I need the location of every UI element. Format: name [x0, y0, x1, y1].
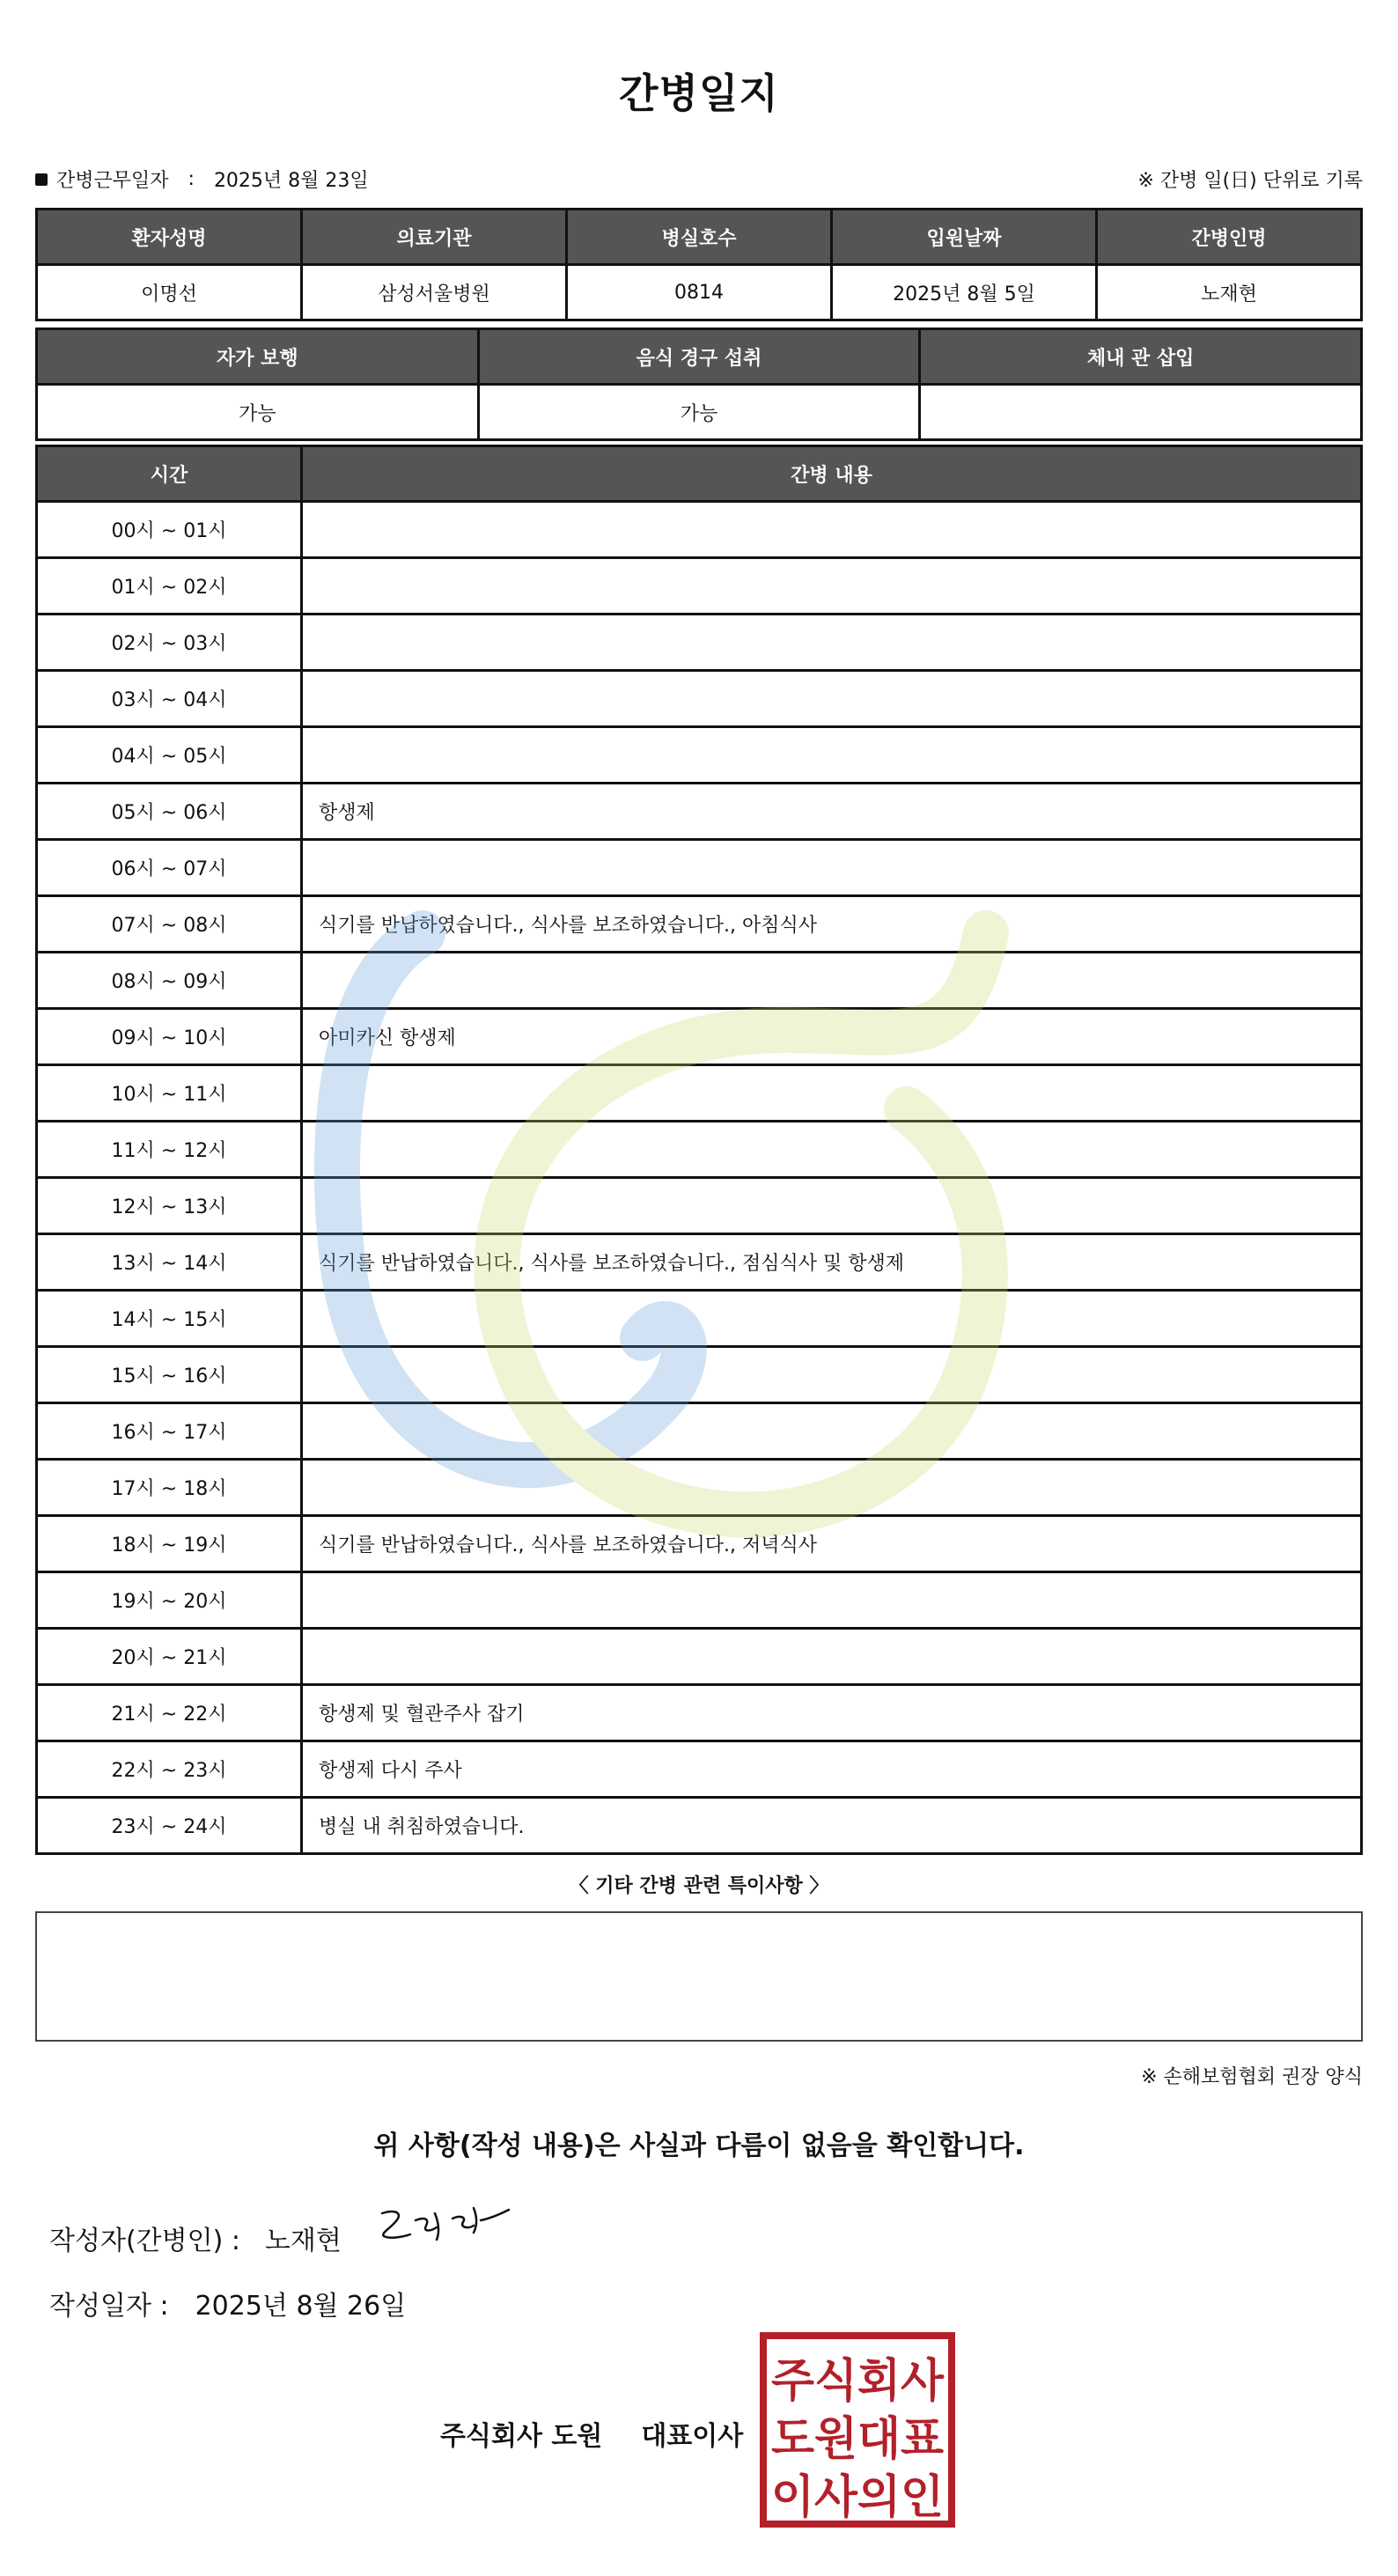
log-row — [37, 896, 1362, 953]
company-seal-stamp — [759, 2331, 956, 2528]
tube-insertion — [920, 385, 1362, 440]
log-content — [302, 840, 1362, 896]
log-row — [37, 784, 1362, 840]
status-value-row — [37, 385, 1362, 440]
top-note: ※ 간병 일(日) 단위로 기록 — [1137, 170, 1363, 192]
log-content — [302, 615, 1362, 671]
writer-line — [49, 2219, 342, 2257]
log-content: 식기를 반납하였습니다., 식사를 보조하였습니다., 저녁식사 — [302, 1516, 1362, 1572]
header-patient-name: 환자성명 — [37, 210, 302, 265]
log-time: 14시 ~ 15시 — [37, 1291, 302, 1347]
log-time: 18시 ~ 19시 — [37, 1516, 302, 1572]
hospital: 삼성서울병원 — [302, 265, 567, 320]
log-row — [37, 558, 1362, 615]
log-row — [37, 1629, 1362, 1685]
header-hospital: 의료기관 — [302, 210, 567, 265]
confirmation-text: 위 사항(작성 내용)은 사실과 다름이 없음을 확인합니다. — [373, 2131, 1025, 2161]
log-time: 08시 ~ 09시 — [37, 953, 302, 1009]
log-row — [37, 1798, 1362, 1854]
header-care-content: 간병 내용 — [302, 446, 1362, 502]
bottom-note: ※ 손해보험협회 권장 양식 — [1141, 2066, 1363, 2088]
seal-line-1: 주식회사 — [771, 2355, 945, 2408]
writer-label: 작성자(간병인) : — [49, 2226, 240, 2256]
patient-name: 이명선 — [37, 265, 302, 320]
log-row — [37, 1065, 1362, 1122]
log-content — [302, 1347, 1362, 1403]
log-row — [37, 1516, 1362, 1572]
header-room-number: 병실호수 — [567, 210, 832, 265]
log-row — [37, 727, 1362, 784]
company-name: 주식회사 도원 — [440, 2421, 603, 2452]
info-value-row — [37, 265, 1362, 320]
patient-info-table — [35, 208, 1363, 321]
log-content: 아미카신 항생제 — [302, 1009, 1362, 1065]
header-tube-insertion: 체내 관 삽입 — [920, 329, 1362, 385]
care-log-table — [35, 445, 1363, 1855]
log-time: 09시 ~ 10시 — [37, 1009, 302, 1065]
log-row — [37, 502, 1362, 558]
log-content: 식기를 반납하였습니다., 식사를 보조하였습니다., 아침식사 — [302, 896, 1362, 953]
log-header-row — [37, 446, 1362, 502]
log-content — [302, 1403, 1362, 1460]
oral-intake: 가능 — [478, 385, 920, 440]
log-content — [302, 558, 1362, 615]
seal-line-2: 도원대표 — [771, 2413, 944, 2466]
log-row — [37, 1234, 1362, 1291]
log-row — [37, 615, 1362, 671]
log-content — [302, 1572, 1362, 1629]
company-representative: 대표이사 — [641, 2421, 744, 2452]
document-title: 간병일지 — [619, 70, 779, 117]
log-content — [302, 502, 1362, 558]
log-content: 식기를 반납하였습니다., 식사를 보조하였습니다., 점심식사 및 항생제 — [302, 1234, 1362, 1291]
write-date-label: 작성일자 : — [49, 2291, 169, 2322]
log-content: 병실 내 취침하였습니다. — [302, 1798, 1362, 1854]
log-time: 12시 ~ 13시 — [37, 1178, 302, 1234]
special-notes-box — [35, 1911, 1363, 2042]
log-time: 19시 ~ 20시 — [37, 1572, 302, 1629]
room-number: 0814 — [567, 265, 832, 320]
log-content — [302, 727, 1362, 784]
log-time: 22시 ~ 23시 — [37, 1741, 302, 1798]
log-time: 16시 ~ 17시 — [37, 1403, 302, 1460]
log-row — [37, 1122, 1362, 1178]
log-row — [37, 1178, 1362, 1234]
log-time: 15시 ~ 16시 — [37, 1347, 302, 1403]
company-line — [440, 2414, 743, 2453]
log-row — [37, 840, 1362, 896]
special-notes-title: 〈 기타 간병 관련 특이사항 〉 — [569, 1875, 829, 1897]
log-row — [37, 1403, 1362, 1460]
seal-line-3: 이사의인 — [771, 2471, 944, 2524]
work-date — [35, 166, 369, 193]
patient-status-table — [35, 328, 1363, 441]
log-content: 항생제 — [302, 784, 1362, 840]
log-content — [302, 1178, 1362, 1234]
header-self-walking: 자가 보행 — [37, 329, 479, 385]
log-time: 07시 ~ 08시 — [37, 896, 302, 953]
handwritten-signature — [375, 2201, 516, 2254]
log-row — [37, 1460, 1362, 1516]
work-date-value: 2025년 8월 23일 — [213, 170, 369, 192]
status-header-row — [37, 329, 1362, 385]
header-oral-intake: 음식 경구 섭취 — [478, 329, 920, 385]
log-content — [302, 1291, 1362, 1347]
log-content: 항생제 및 혈관주사 잡기 — [302, 1685, 1362, 1741]
work-date-separator: : — [188, 168, 195, 190]
log-row — [37, 953, 1362, 1009]
log-time: 13시 ~ 14시 — [37, 1234, 302, 1291]
log-content — [302, 1122, 1362, 1178]
log-time: 21시 ~ 22시 — [37, 1685, 302, 1741]
write-date-value: 2025년 8월 26일 — [195, 2291, 407, 2322]
log-time: 05시 ~ 06시 — [37, 784, 302, 840]
info-header-row — [37, 210, 1362, 265]
log-time: 06시 ~ 07시 — [37, 840, 302, 896]
log-content — [302, 953, 1362, 1009]
work-date-label: 간병근무일자 — [56, 170, 169, 192]
log-content — [302, 1629, 1362, 1685]
log-row — [37, 1685, 1362, 1741]
log-row — [37, 1291, 1362, 1347]
header-admission-date: 입원날짜 — [832, 210, 1097, 265]
log-time: 02시 ~ 03시 — [37, 615, 302, 671]
log-row — [37, 1572, 1362, 1629]
log-time: 11시 ~ 12시 — [37, 1122, 302, 1178]
log-time: 10시 ~ 11시 — [37, 1065, 302, 1122]
log-time: 04시 ~ 05시 — [37, 727, 302, 784]
log-row — [37, 1009, 1362, 1065]
write-date-line — [49, 2284, 406, 2322]
log-row — [37, 1347, 1362, 1403]
log-time: 03시 ~ 04시 — [37, 671, 302, 727]
caregiver-name: 노재현 — [1097, 265, 1362, 320]
log-content: 항생제 다시 주사 — [302, 1741, 1362, 1798]
log-time: 17시 ~ 18시 — [37, 1460, 302, 1516]
admission-date: 2025년 8월 5일 — [832, 265, 1097, 320]
log-time: 20시 ~ 21시 — [37, 1629, 302, 1685]
log-content — [302, 1065, 1362, 1122]
self-walking: 가능 — [37, 385, 479, 440]
log-row — [37, 671, 1362, 727]
square-bullet-icon — [35, 173, 48, 186]
log-content — [302, 671, 1362, 727]
writer-name: 노재현 — [264, 2226, 342, 2256]
header-time: 시간 — [37, 446, 302, 502]
log-time: 23시 ~ 24시 — [37, 1798, 302, 1854]
log-row — [37, 1741, 1362, 1798]
log-time: 00시 ~ 01시 — [37, 502, 302, 558]
log-time: 01시 ~ 02시 — [37, 558, 302, 615]
log-content — [302, 1460, 1362, 1516]
header-caregiver-name: 간병인명 — [1097, 210, 1362, 265]
